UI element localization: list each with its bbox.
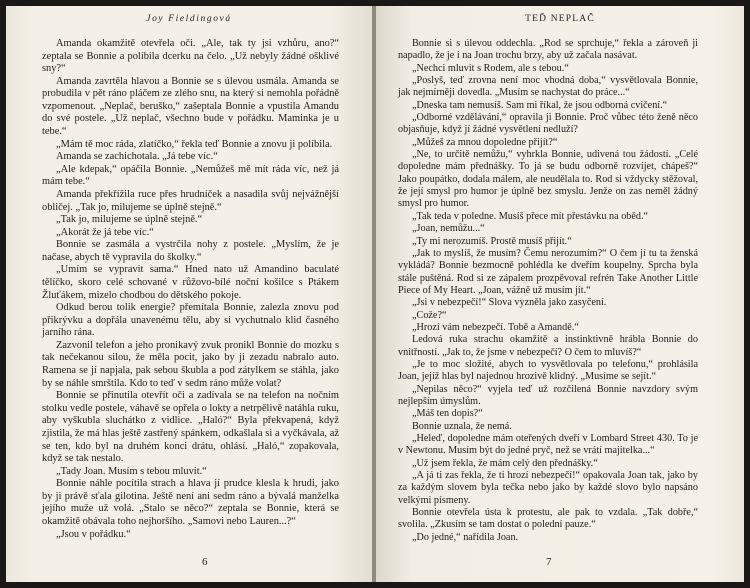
paragraph: „Joan, nemůžu...“ <box>412 223 485 235</box>
paragraph: „Nechci mluvit s Rodem, ale s tebou.“ <box>412 62 569 74</box>
page-number-left: 6 <box>202 556 208 568</box>
paragraph: Bonnie se přinutila otevřít oči a zadívala se na telefon na nočním stolku vedle postele, váhavě se opřela o lokty a netrpělivě natáhla ruku, aby vyškubla sluchátko z vidlice. „Haló?“ Byla překvapená, když zjistila, že má hlas ještě zastřený spánkem, odkašlala si a vyčkávala, až se ten, kdo byl na druhém konci drátu, ohlásí. „Haló,“ zopakovala, když se tak nestalo. <box>42 390 339 465</box>
paragraph: „Ale kdepak,“ opáčila Bonnie. „Nemůžeš mě mít ráda víc, než já mám tebe.“ <box>42 163 339 188</box>
paragraph: „Jsi v nebezpečí!“ Slova vyzněla jako zasyčení. <box>412 297 607 309</box>
paragraph: Odkud berou tolik energie? přemítala Bonnie, zalezla znovu pod přikrývku a dopřála unavenému tělu, aby si vychutnalo klid časného jarního rána. <box>42 302 339 339</box>
paragraph: „Cože?“ <box>412 309 447 321</box>
paragraph: „Odborné vzdělávání,“ opravila ji Bonnie. Proč vůbec této ženě něco objasňuje, když jí žádné vysvětlení nedluží? <box>398 112 698 136</box>
paragraph: „Máš ten dopis?“ <box>412 408 483 420</box>
paragraph: Zazvonil telefon a jeho pronikavý zvuk pronikl Bonnie do mozku s tak nečekanou silou, že měla pocit, jako by ji zezadu nabralo auto. Ramena se jí napjala, pak sebou škubla a pod zátylkem se stáhla, jako by se náhle smrštila. Kdo to teď v sedm ráno může volat? <box>42 339 339 389</box>
left-page <box>6 6 372 582</box>
paragraph: Bonnie si s úlevou oddechla. „Rod se sprchuje,“ řekla a zároveň ji napadlo, že je i na Joan trochu brzy, aby už začala nasávat. <box>398 38 698 62</box>
paragraph: Amanda se zachichotala. „Já tebe víc.“ <box>56 151 218 163</box>
paragraph: „Poslyš, teď zrovna není moc vhodná doba,“ vysvětlovala Bonnie, jak nejmírněji dovedla. „Musím se nachystat do práce...“ <box>398 75 698 99</box>
paragraph: „Do jedné,“ nařídila Joan. <box>412 531 519 543</box>
paragraph: Bonnie uznala, že nemá. <box>412 420 512 432</box>
paragraph: „Akorát že já tebe víc.“ <box>56 226 154 238</box>
running-header-title: TEĎ NEPLAČ <box>525 14 595 24</box>
paragraph: „Tak jo, milujeme se úplně stejně.“ <box>56 214 203 226</box>
paragraph: „Můžeš za mnou dopoledne přijít?“ <box>412 136 558 148</box>
paragraph: Ledová ruka strachu okamžitě a instinktivně hrábla Bonnie do vnitřností. „Jak to, že jsme v nebezpečí? O čem to mluvíš?“ <box>398 334 698 358</box>
paragraph: Amanda překřížila ruce přes hrudníček a nasadila svůj nejvážnější obličej. „Tak jo, milujeme se úplně stejně.“ <box>42 188 339 213</box>
right-page-body <box>398 38 698 544</box>
paragraph: „Už jsem řekla, že mám celý den přednášky.“ <box>412 457 598 469</box>
paragraph: „Dneska tam nemusíš. Sam mi říkal, že jsou odborná cvičení.“ <box>412 99 668 111</box>
paragraph: „Heleď, dopoledne mám oteřených dveří v Lombard Street 430. To je v Newtonu. Musím být do jedné pryč, než se vrátí majitelka...“ <box>398 433 698 457</box>
paragraph: Bonnie se zasmála a vystrčila nohy z postele. „Myslím, že je načase, abych tě vypravila do školky.“ <box>42 239 339 263</box>
paragraph: „Ne, to určitě nemůžu,“ vyhrkla Bonnie, udivená tou žádostí. „Celé dopoledne mám přednášky. To já se budu odborně rozvíjet, chápeš?“ Jako poupátko, dodala málem, ale neudělala to. Rod si vždycky stěžoval, že její smysl pro humor je úplně bez smyslu. Jenže on zas neměl žádný smysl pro humor. <box>398 149 698 210</box>
paragraph: Bonnie otevřela ústa k protestu, ale pak to vzdala. „Tak dobře,“ svolila. „Zkusím se tam dostat o polední pauze.“ <box>398 507 698 531</box>
paragraph: „A já ti zas řekla, že ti hrozí nebezpečí!“ opakovala Joan tak, jako by za každým slovem byla tečka nebo jako by každé slovo bylo napsáno velkými písmeny. <box>398 470 698 506</box>
paragraph: „Je to moc složité, abych to vysvětlovala po telefonu,“ prohlásila Joan, jejíž hlas byl najednou hrozivě klidný. „Musíme se sejít.“ <box>398 358 698 383</box>
paragraph: „Jsou v pořádku.“ <box>56 528 131 540</box>
paragraph: Amanda zavrtěla hlavou a Bonnie se s úlevou usmála. Amanda se probudila v pět ráno pláčem ze zlého snu, na který si nemohla pořádně vzpomenout. „Neplač, beruško,“ zašeptala Bonnie a vpustila Amandu do své postele. „Už neplač, všechno bude v pořádku. Maminka je u tebe.“ <box>42 75 339 138</box>
open-book <box>6 6 744 582</box>
running-header-author: Joy Fieldingová <box>146 14 232 24</box>
paragraph: „Nepilas něco?“ vyjela teď už rozčilená Bonnie navzdory svým nejlepším úmyslům. <box>398 383 698 407</box>
paragraph: Amanda okamžitě otevřela oči. „Ale, tak ty jsi vzhůru, ano?“ zeptala se Bonnie a políbila dcerku na čelo. „Už nebyly žádné ošklivé sny?“ <box>42 38 339 75</box>
paragraph: Bonnie náhle pocítila strach a hlava jí prudce klesla k hrudi, jako by ji právě sťala gilotina. Ještě není ani sedm ráno a bývalá manželka jejího muže už volá. „Stalo se něco?“ zeptala se Bonnie, která se okamžitě obávala toho nejhoršího. „Samovi nebo Lauren...?“ <box>42 478 339 527</box>
paragraph: „Ty mi nerozumíš. Prostě musíš přijít.“ <box>412 235 572 247</box>
left-page-body <box>42 38 339 541</box>
page-number-right: 7 <box>546 556 552 568</box>
right-page <box>376 6 744 582</box>
paragraph: „Hrozí vám nebezpečí. Tobě a Amandě.“ <box>412 321 579 333</box>
paragraph: „Jak to myslíš, že musím? Čemu nerozumím?“ O čem jí tu ta ženská vykládá? Bonnie bezmocně pohlédla ke dveřím koupelny. Sprcha byla stále puštěná. Rod si ze zápalem prozpěvoval refrén Take Another Little Piece of My Heart. „Joan, vážně už musím jít.“ <box>398 247 698 296</box>
paragraph: „Tady Joan. Musím s tebou mluvit.“ <box>56 465 207 477</box>
paragraph: „Umím se vypravit sama.“ Hned nato už Amandino baculaté tělíčko, skoro celé schované v růžovo-bílé noční košilce s Ptákem Žluťákem, mizelo chodbou do dětského pokoje. <box>42 264 339 301</box>
paragraph: „Mám tě moc ráda, zlatíčko,“ řekla teď Bonnie a znovu ji políbila. <box>56 138 333 150</box>
paragraph: „Tak teda v poledne. Musíš přece mít přestávku na oběd.“ <box>412 210 649 222</box>
